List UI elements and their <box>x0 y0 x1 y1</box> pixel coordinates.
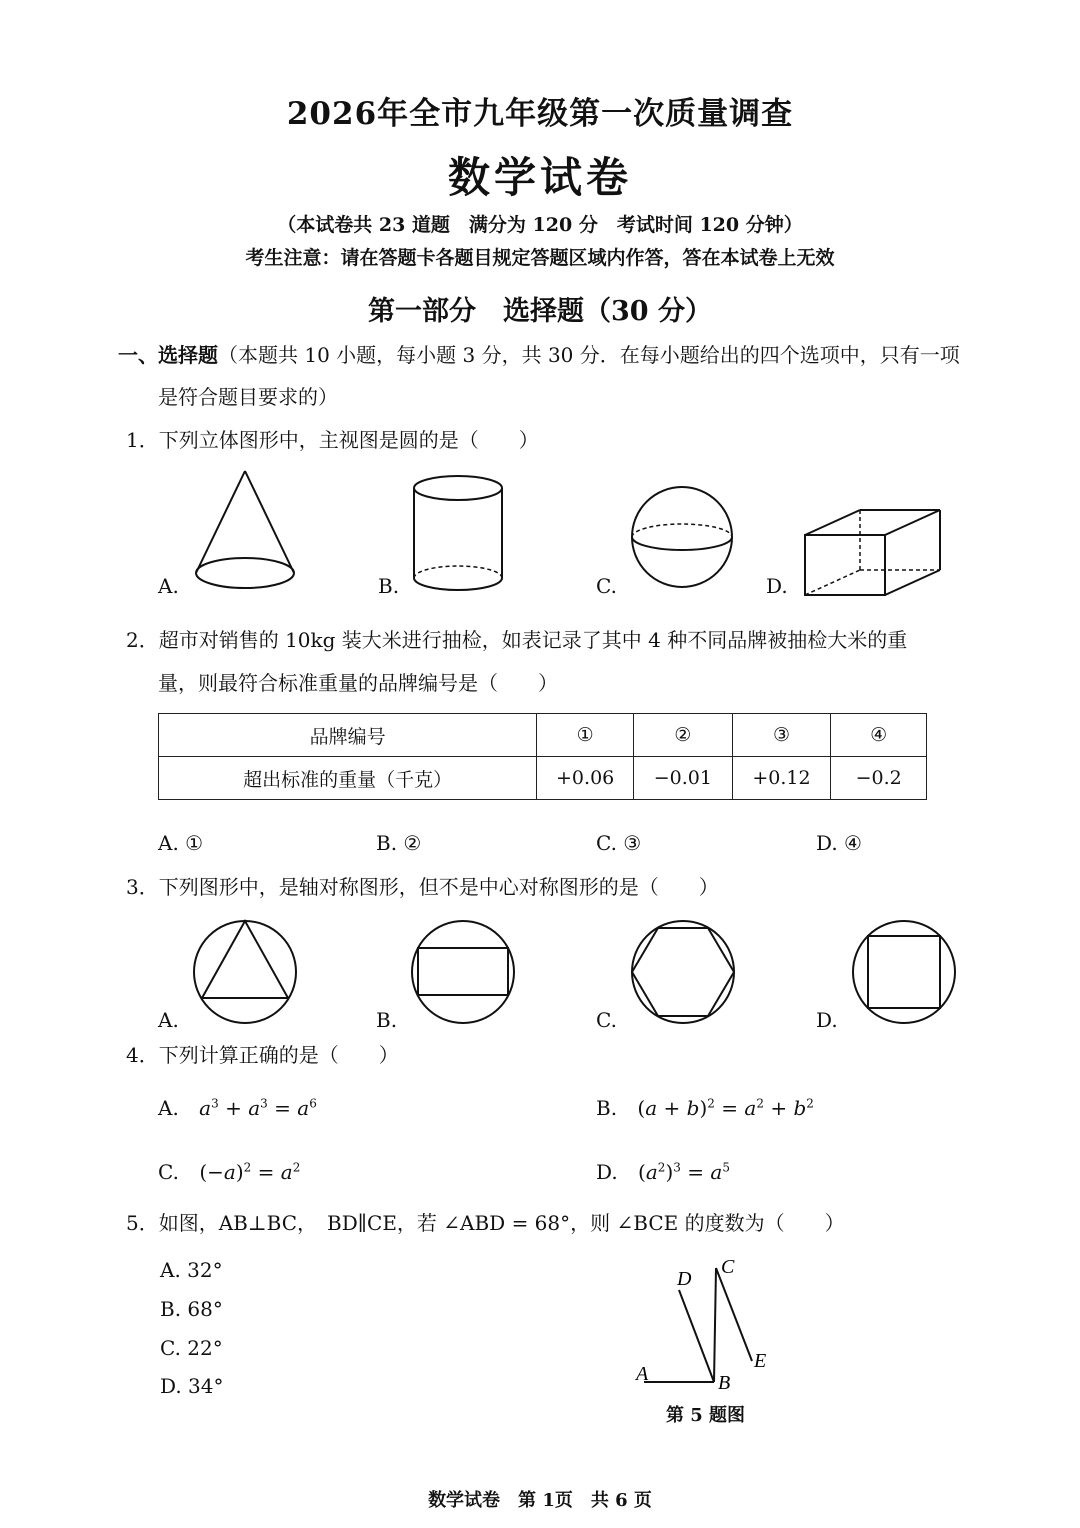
q2-stem-2: 量，则最符合标准重量的品牌编号是（ ） <box>158 671 558 695</box>
exam-notice: 考生注意：请在答题卡各题目规定答题区域内作答，答在本试卷上无效 <box>245 247 835 269</box>
q4-option-a-label: A. <box>158 1096 179 1120</box>
q5-option-d: D. 34° <box>160 1374 224 1398</box>
point-label-e: E <box>754 1350 767 1372</box>
q5-figure-caption: 第 5 题图 <box>666 1405 746 1426</box>
q2-stem-1: 2．超市对销售的 10kg 装大米进行抽检，如表记录了其中 4 种不同品牌被抽检大米的重 <box>126 628 908 652</box>
q3-option-c: C. <box>596 1008 617 1032</box>
q1-option-c: C. <box>596 574 617 598</box>
point-label-b: B <box>718 1372 731 1394</box>
q4-option-d-label: D. <box>596 1160 618 1184</box>
q5-stem: 5．如图，AB⊥BC， BD∥CE，若 ∠ABD = 68°，则 ∠BCE 的度数为（ ） <box>126 1211 845 1235</box>
table-cell: ④ <box>831 714 927 757</box>
table-row <box>159 714 927 757</box>
q4-option-c-formula: $(-a)^2 = a^2$ <box>199 1160 301 1184</box>
section-text-2: 是符合题目要求的） <box>158 385 338 409</box>
point-label-c: C <box>721 1256 735 1278</box>
table-cell: +0.12 <box>732 757 831 800</box>
q2-option-b: B. ② <box>376 831 422 855</box>
q4-option-c-label: C. <box>158 1160 179 1184</box>
q3-option-d: D. <box>816 1008 838 1032</box>
q4-option-d <box>596 1160 730 1184</box>
q5-option-c: C. 22° <box>160 1336 223 1360</box>
table-cell: −0.01 <box>633 757 732 800</box>
brand-weight-table <box>158 713 927 800</box>
table-cell: ① <box>537 714 634 757</box>
subject-title: 数学试卷 <box>447 153 632 202</box>
exam-title: 2026年全市九年级第一次质量调查 <box>286 96 794 132</box>
point-label-d: D <box>677 1268 692 1290</box>
circle-triangle-icon <box>193 918 299 1026</box>
q4-option-a <box>158 1096 317 1120</box>
table-row <box>159 757 927 800</box>
table-cell: −0.2 <box>831 757 927 800</box>
sphere-icon <box>630 487 740 597</box>
q1-option-b: B. <box>378 574 400 598</box>
page-footer: 数学试卷 第 1页 共 6 页 <box>428 1490 652 1511</box>
q3-option-a: A. <box>158 1008 179 1032</box>
section-lead: 一、选择题 <box>118 343 218 367</box>
q1-option-d: D. <box>766 574 788 598</box>
q4-option-c <box>158 1160 300 1184</box>
q5-geometry-figure <box>628 1255 778 1395</box>
part-title: 第一部分 选择题（30 分） <box>368 296 712 327</box>
q4-option-b-label: B. <box>596 1096 618 1120</box>
cuboid-icon <box>800 505 945 600</box>
q5-option-a: A. 32° <box>160 1258 223 1282</box>
section-instructions <box>118 345 960 365</box>
circle-rectangle-icon <box>411 918 517 1026</box>
q2-option-c: C. ③ <box>596 831 642 855</box>
section-text-1: （本题共 10 小题，每小题 3 分，共 30 分．在每小题给出的四个选项中，只有一项 <box>218 343 960 367</box>
q3-option-b: B. <box>376 1008 398 1032</box>
table-header-brand: 品牌编号 <box>159 714 537 757</box>
cylinder-icon <box>410 474 510 599</box>
q2-option-d: D. ④ <box>816 831 862 855</box>
table-cell: ③ <box>732 714 831 757</box>
cone-icon <box>190 468 300 593</box>
table-cell: ② <box>633 714 732 757</box>
q4-stem: 4．下列计算正确的是（ ） <box>126 1043 399 1067</box>
table-cell: +0.06 <box>537 757 634 800</box>
q4-option-b-formula: $(a + b)^2 = a^2 + b^2$ <box>637 1096 814 1120</box>
q1-stem: 1．下列立体图形中，主视图是圆的是（ ） <box>126 428 539 452</box>
q5-option-b: B. 68° <box>160 1297 223 1321</box>
q4-option-d-formula: $(a^2)^3 = a^5$ <box>638 1160 730 1184</box>
circle-hexagon-icon <box>631 918 737 1026</box>
q4-option-b <box>596 1096 814 1120</box>
q2-option-a: A. ① <box>158 831 204 855</box>
q4-option-a-formula: $a^3 + a^3 = a^6$ <box>199 1096 317 1120</box>
point-label-a: A <box>636 1363 649 1385</box>
circle-square-icon <box>852 918 958 1026</box>
exam-info: （本试卷共 23 道题 满分为 120 分 考试时间 120 分钟） <box>277 214 803 236</box>
table-header-weight: 超出标准的重量（千克） <box>159 757 537 800</box>
q1-option-a: A. <box>158 574 179 598</box>
q3-stem: 3．下列图形中，是轴对称图形，但不是中心对称图形的是（ ） <box>126 875 719 899</box>
